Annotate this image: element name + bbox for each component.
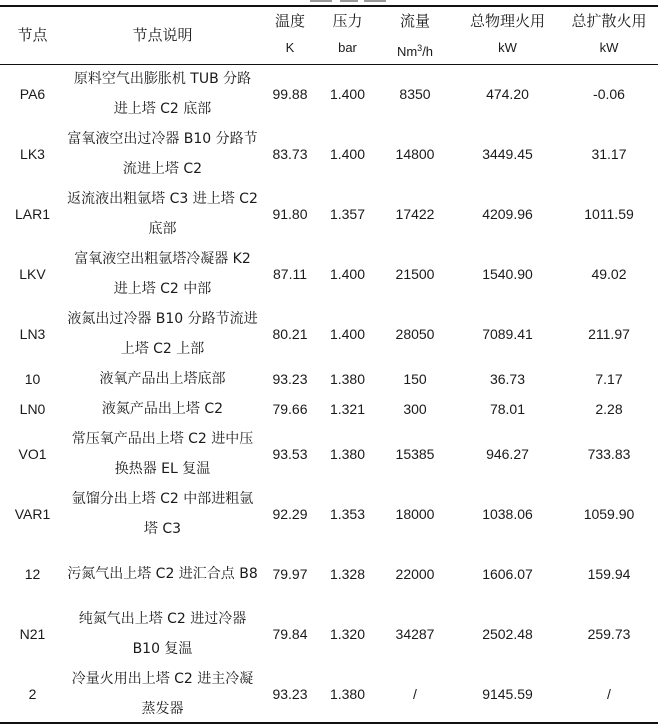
table-row	[0, 64, 658, 124]
cell-desc: 原料空气出膨胀机 TUB 分路进上塔 C2 底部	[73, 71, 252, 117]
cell-flow: 22000	[395, 566, 435, 582]
cell-node: VO1	[18, 446, 47, 462]
cell-temp: 79.66	[272, 401, 308, 417]
cell-diff: 211.97	[588, 326, 630, 342]
cell-diff: 2.28	[595, 401, 623, 417]
cell-node: 2	[28, 686, 37, 702]
cell-pressure: 1.400	[329, 146, 366, 162]
cell-temp: 93.23	[272, 686, 308, 702]
cell-pressure: 1.400	[329, 326, 366, 342]
table-row	[0, 394, 658, 424]
cell-desc: 富氧液空出过冷器 B10 分路节流进上塔 C2	[67, 131, 258, 177]
header-node: 节点	[17, 26, 48, 44]
header-temp: 温度 K	[274, 12, 305, 55]
cell-flow: 15385	[395, 446, 435, 462]
cell-desc: 污氮气出上塔 C2 进汇合点 B8	[67, 566, 258, 582]
cell-temp: 87.11	[273, 266, 307, 282]
cell-pressure: 1.353	[329, 506, 366, 522]
cell-node: 10	[24, 371, 41, 387]
cell-diff: -0.06	[593, 86, 625, 102]
cell-desc: 常压氧产品出上塔 C2 进中压换热器 EL 复温	[71, 431, 254, 477]
cell-phys: 2502.48	[482, 626, 533, 642]
table-row	[0, 124, 658, 184]
cell-node: LN0	[19, 401, 46, 417]
cell-diff: /	[607, 686, 611, 702]
header-phys: 总物理火用 kW	[469, 12, 545, 55]
cell-diff: 259.73	[587, 626, 631, 642]
cell-desc: 冷量火用出上塔 C2 进主冷凝蒸发器	[71, 671, 254, 717]
cell-flow: 14800	[395, 146, 435, 162]
cell-flow: 150	[403, 371, 427, 387]
table-row	[0, 484, 658, 544]
header-desc: 节点说明	[132, 26, 193, 44]
table-row	[0, 604, 658, 664]
cell-phys: 9145.59	[482, 686, 533, 702]
cell-node: LKV	[19, 266, 46, 282]
cell-diff: 733.83	[587, 446, 631, 462]
cell-diff: 49.02	[591, 266, 627, 282]
cell-desc: 纯氮气出上塔 C2 进过冷器 B10 复温	[78, 611, 247, 657]
cell-phys: 474.20	[486, 86, 529, 102]
cell-flow: 34287	[395, 626, 435, 642]
table-row	[0, 544, 658, 604]
cell-node: 12	[24, 566, 41, 582]
cell-diff: 1059.90	[583, 506, 635, 522]
cell-desc: 液氮出过冷器 B10 分路节流进上塔 C2 上部	[67, 311, 258, 357]
cell-temp: 93.23	[272, 371, 308, 387]
cell-phys: 1038.06	[482, 506, 533, 522]
header-pressure: 压力 bar	[332, 12, 363, 55]
cell-node: N21	[19, 626, 46, 642]
cell-desc: 返流液出粗氩塔 C3 进上塔 C2 底部	[67, 191, 258, 237]
cell-pressure: 1.321	[329, 401, 366, 417]
cell-pressure: 1.380	[329, 371, 366, 387]
cell-phys: 7089.41	[482, 326, 533, 342]
cell-desc: 富氧液空出粗氩塔冷凝器 K2 进上塔 C2 中部	[74, 251, 251, 297]
cell-pressure: 1.380	[329, 446, 366, 462]
cell-pressure: 1.320	[329, 626, 366, 642]
cell-node: VAR1	[14, 506, 51, 522]
data-table	[0, 7, 658, 724]
cell-flow: 21500	[395, 266, 435, 282]
bottom-rule	[0, 722, 658, 724]
table-row	[0, 304, 658, 364]
cell-flow: 8350	[399, 86, 431, 102]
cell-phys: 1540.90	[482, 266, 533, 282]
clipped-caption-fragment	[300, 0, 420, 4]
cell-diff: 7.17	[595, 371, 623, 387]
cell-temp: 83.73	[272, 146, 308, 162]
table-row	[0, 364, 658, 394]
cell-flow: 17422	[395, 206, 435, 222]
cell-pressure: 1.380	[329, 686, 366, 702]
cell-diff: 31.17	[591, 146, 627, 162]
cell-flow: 18000	[395, 506, 435, 522]
cell-phys: 1606.07	[482, 566, 533, 582]
cell-desc: 氩馏分出上塔 C2 中部进粗氩塔 C3	[71, 491, 254, 537]
cell-temp: 79.97	[272, 566, 308, 582]
cell-temp: 80.21	[272, 326, 308, 342]
header-rule	[0, 64, 658, 65]
cell-phys: 946.27	[486, 446, 529, 462]
cell-temp: 93.53	[272, 446, 308, 462]
cell-desc: 液氧产品出上塔底部	[99, 371, 226, 387]
header-row	[0, 7, 658, 64]
cell-node: LK3	[20, 146, 45, 162]
cell-pressure: 1.400	[329, 266, 366, 282]
cell-node: PA6	[19, 86, 46, 102]
cell-phys: 78.01	[489, 401, 526, 417]
cell-phys: 4209.96	[482, 206, 533, 222]
table-row	[0, 664, 658, 724]
cell-diff: 1011.59	[584, 206, 634, 222]
cell-phys: 3449.45	[482, 146, 533, 162]
cell-pressure: 1.357	[329, 206, 366, 222]
cell-temp: 91.80	[272, 206, 308, 222]
cell-desc: 液氮产品出上塔 C2	[101, 401, 224, 417]
cell-flow: 300	[403, 401, 427, 417]
table-row	[0, 184, 658, 244]
cell-diff: 159.94	[587, 566, 631, 582]
header-flow: 流量 Nm$^3$/h	[396, 12, 434, 59]
cell-temp: 99.88	[272, 86, 308, 102]
cell-flow: 28050	[395, 326, 435, 342]
table-row	[0, 244, 658, 304]
cell-phys: 36.73	[489, 371, 526, 387]
cell-node: LAR1	[14, 206, 51, 222]
cell-temp: 92.29	[272, 506, 308, 522]
cell-pressure: 1.328	[329, 566, 366, 582]
cell-flow: /	[413, 686, 417, 702]
header-diff: 总扩散火用 kW	[571, 12, 647, 55]
cell-temp: 79.84	[272, 626, 308, 642]
cell-node: LN3	[19, 326, 46, 342]
cell-pressure: 1.400	[329, 86, 366, 102]
table-row	[0, 424, 658, 484]
